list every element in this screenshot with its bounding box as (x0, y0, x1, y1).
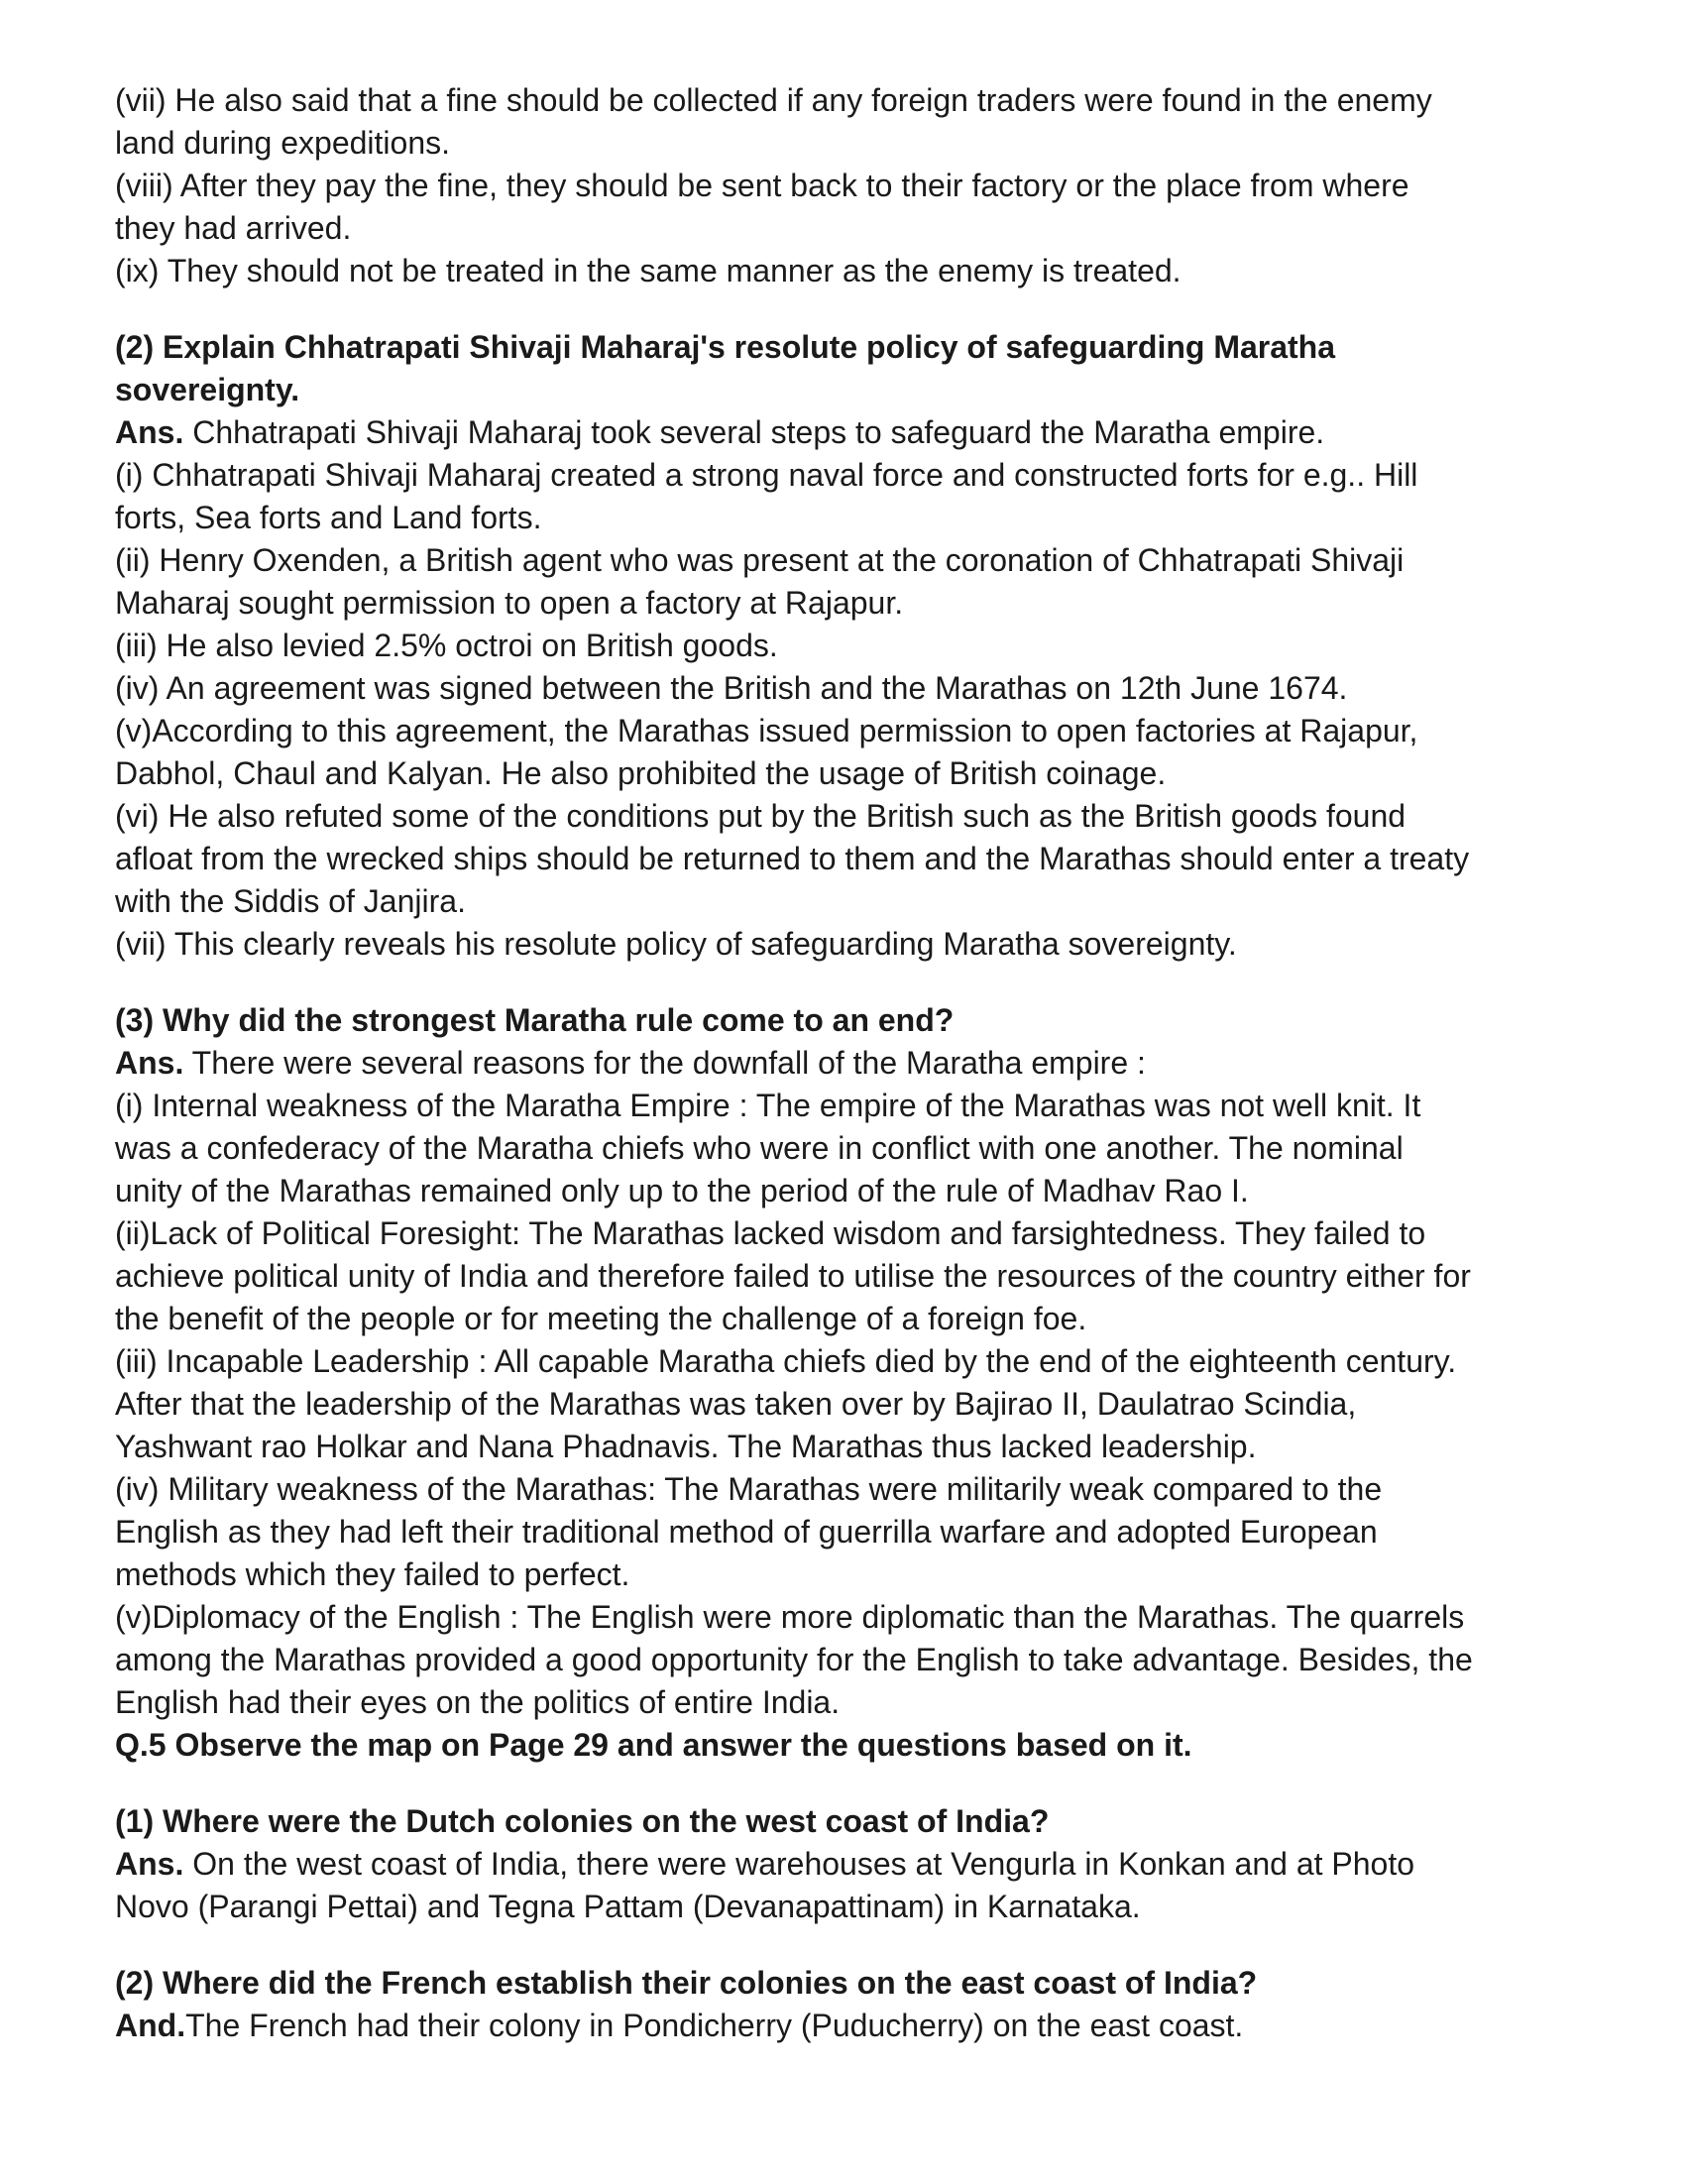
paragraph-line: achieve political unity of India and therefore failed to utilise the resources of the country either for (115, 1258, 1471, 1294)
paragraph-line: (iv) Military weakness of the Marathas: The Marathas were militarily weak compared to the (115, 1471, 1383, 1507)
paragraph-line: land during expeditions. (115, 125, 451, 161)
paragraph-line: unity of the Marathas remained only up to the period of the rule of Madhav Rao I. (115, 1173, 1249, 1208)
paragraph-line: Novo (Parangi Pettai) and Tegna Pattam (Devanapattinam) in Karnataka. (115, 1889, 1141, 1924)
paragraph-line: (i) Chhatrapati Shivaji Maharaj created a strong naval force and constructed forts for e.g.. Hill (115, 457, 1418, 493)
question-3-block (115, 999, 1602, 1767)
question-heading: (1) Where were the Dutch colonies on the west coast of India? (115, 1803, 1050, 1839)
section-continuation (115, 79, 1602, 292)
paragraph-line: Dabhol, Chaul and Kalyan. He also prohibited the usage of British coinage. (115, 755, 1167, 791)
paragraph-line: with the Siddis of Janjira. (115, 883, 466, 919)
answer-text: There were several reasons for the downfall of the Maratha empire : (183, 1045, 1146, 1081)
paragraph-line: afloat from the wrecked ships should be returned to them and the Marathas should enter a treaty (115, 841, 1470, 876)
answer-label: And. (115, 2008, 186, 2043)
paragraph-line: (vi) He also refuted some of the conditions put by the British such as the British goods found (115, 798, 1407, 834)
paragraph-line: (iii) He also levied 2.5% octroi on British goods. (115, 628, 778, 663)
paragraph-line: (viii) After they pay the fine, they should be sent back to their factory or the place from where (115, 168, 1409, 203)
paragraph-line: English as they had left their traditional method of guerrilla warfare and adopted European (115, 1514, 1378, 1550)
question-2-block (115, 326, 1602, 966)
paragraph-line: (v)According to this agreement, the Marathas issued permission to open factories at Rajapur, (115, 713, 1418, 748)
question-heading: (2) Explain Chhatrapati Shivaji Maharaj's resolute policy of safeguarding Maratha (115, 329, 1336, 365)
paragraph-line: (v)Diplomacy of the English : The English were more diplomatic than the Marathas. The quarrels (115, 1599, 1465, 1635)
paragraph-line: they had arrived. (115, 210, 352, 246)
answer-intro (115, 411, 1602, 454)
section-heading-q5: Q.5 Observe the map on Page 29 and answer the questions based on it. (115, 1727, 1192, 1763)
answer-intro (115, 2005, 1602, 2047)
paragraph-line: (iii) Incapable Leadership : All capable Maratha chiefs died by the end of the eighteenth century. (115, 1343, 1457, 1379)
question-5-2-block (115, 1962, 1602, 2047)
paragraph-line: (ix) They should not be treated in the same manner as the enemy is treated. (115, 253, 1182, 288)
document-page (115, 79, 1602, 2047)
answer-label: Ans. (115, 414, 184, 450)
question-heading: (2) Where did the French establish their colonies on the east coast of India? (115, 1965, 1258, 2001)
paragraph-line: Maharaj sought permission to open a factory at Rajapur. (115, 585, 904, 621)
answer-label: Ans. (115, 1045, 184, 1081)
question-heading: (3) Why did the strongest Maratha rule come to an end? (115, 1002, 955, 1038)
paragraph-line: (iv) An agreement was signed between the British and the Marathas on 12th June 1674. (115, 670, 1348, 706)
paragraph-line: English had their eyes on the politics of entire India. (115, 1684, 841, 1720)
paragraph-line: (vii) He also said that a fine should be collected if any foreign traders were found in the enemy (115, 82, 1432, 118)
answer-intro (115, 1042, 1602, 1085)
question-5-1-block (115, 1800, 1602, 1928)
answer-text: On the west coast of India, there were warehouses at Vengurla in Konkan and at Photo (183, 1846, 1415, 1882)
paragraph-line: the benefit of the people or for meeting the challenge of a foreign foe. (115, 1301, 1087, 1336)
answer-label: Ans. (115, 1846, 184, 1882)
paragraph-line: (i) Internal weakness of the Maratha Empire : The empire of the Marathas was not well knit. It (115, 1088, 1421, 1123)
paragraph-line: (ii)Lack of Political Foresight: The Marathas lacked wisdom and farsightedness. They failed to (115, 1215, 1426, 1251)
paragraph-line: (vii) This clearly reveals his resolute policy of safeguarding Maratha sovereignty. (115, 926, 1237, 962)
paragraph-line: among the Marathas provided a good opportunity for the English to take advantage. Besides, the (115, 1642, 1473, 1677)
answer-intro (115, 1843, 1602, 1886)
paragraph-line: Yashwant rao Holkar and Nana Phadnavis. The Marathas thus lacked leadership. (115, 1429, 1257, 1464)
paragraph-line: (ii) Henry Oxenden, a British agent who was present at the coronation of Chhatrapati Shivaji (115, 542, 1405, 578)
paragraph-line: After that the leadership of the Marathas was taken over by Bajirao II, Daulatrao Scindia, (115, 1386, 1357, 1422)
paragraph-line: was a confederacy of the Maratha chiefs who were in conflict with one another. The nominal (115, 1130, 1404, 1166)
answer-text: The French had their colony in Pondicherry (Puducherry) on the east coast. (185, 2008, 1244, 2043)
paragraph-line: methods which they failed to perfect. (115, 1556, 630, 1592)
paragraph-line: forts, Sea forts and Land forts. (115, 500, 542, 535)
answer-text: Chhatrapati Shivaji Maharaj took several steps to safeguard the Maratha empire. (183, 414, 1325, 450)
question-heading: sovereignty. (115, 372, 300, 407)
